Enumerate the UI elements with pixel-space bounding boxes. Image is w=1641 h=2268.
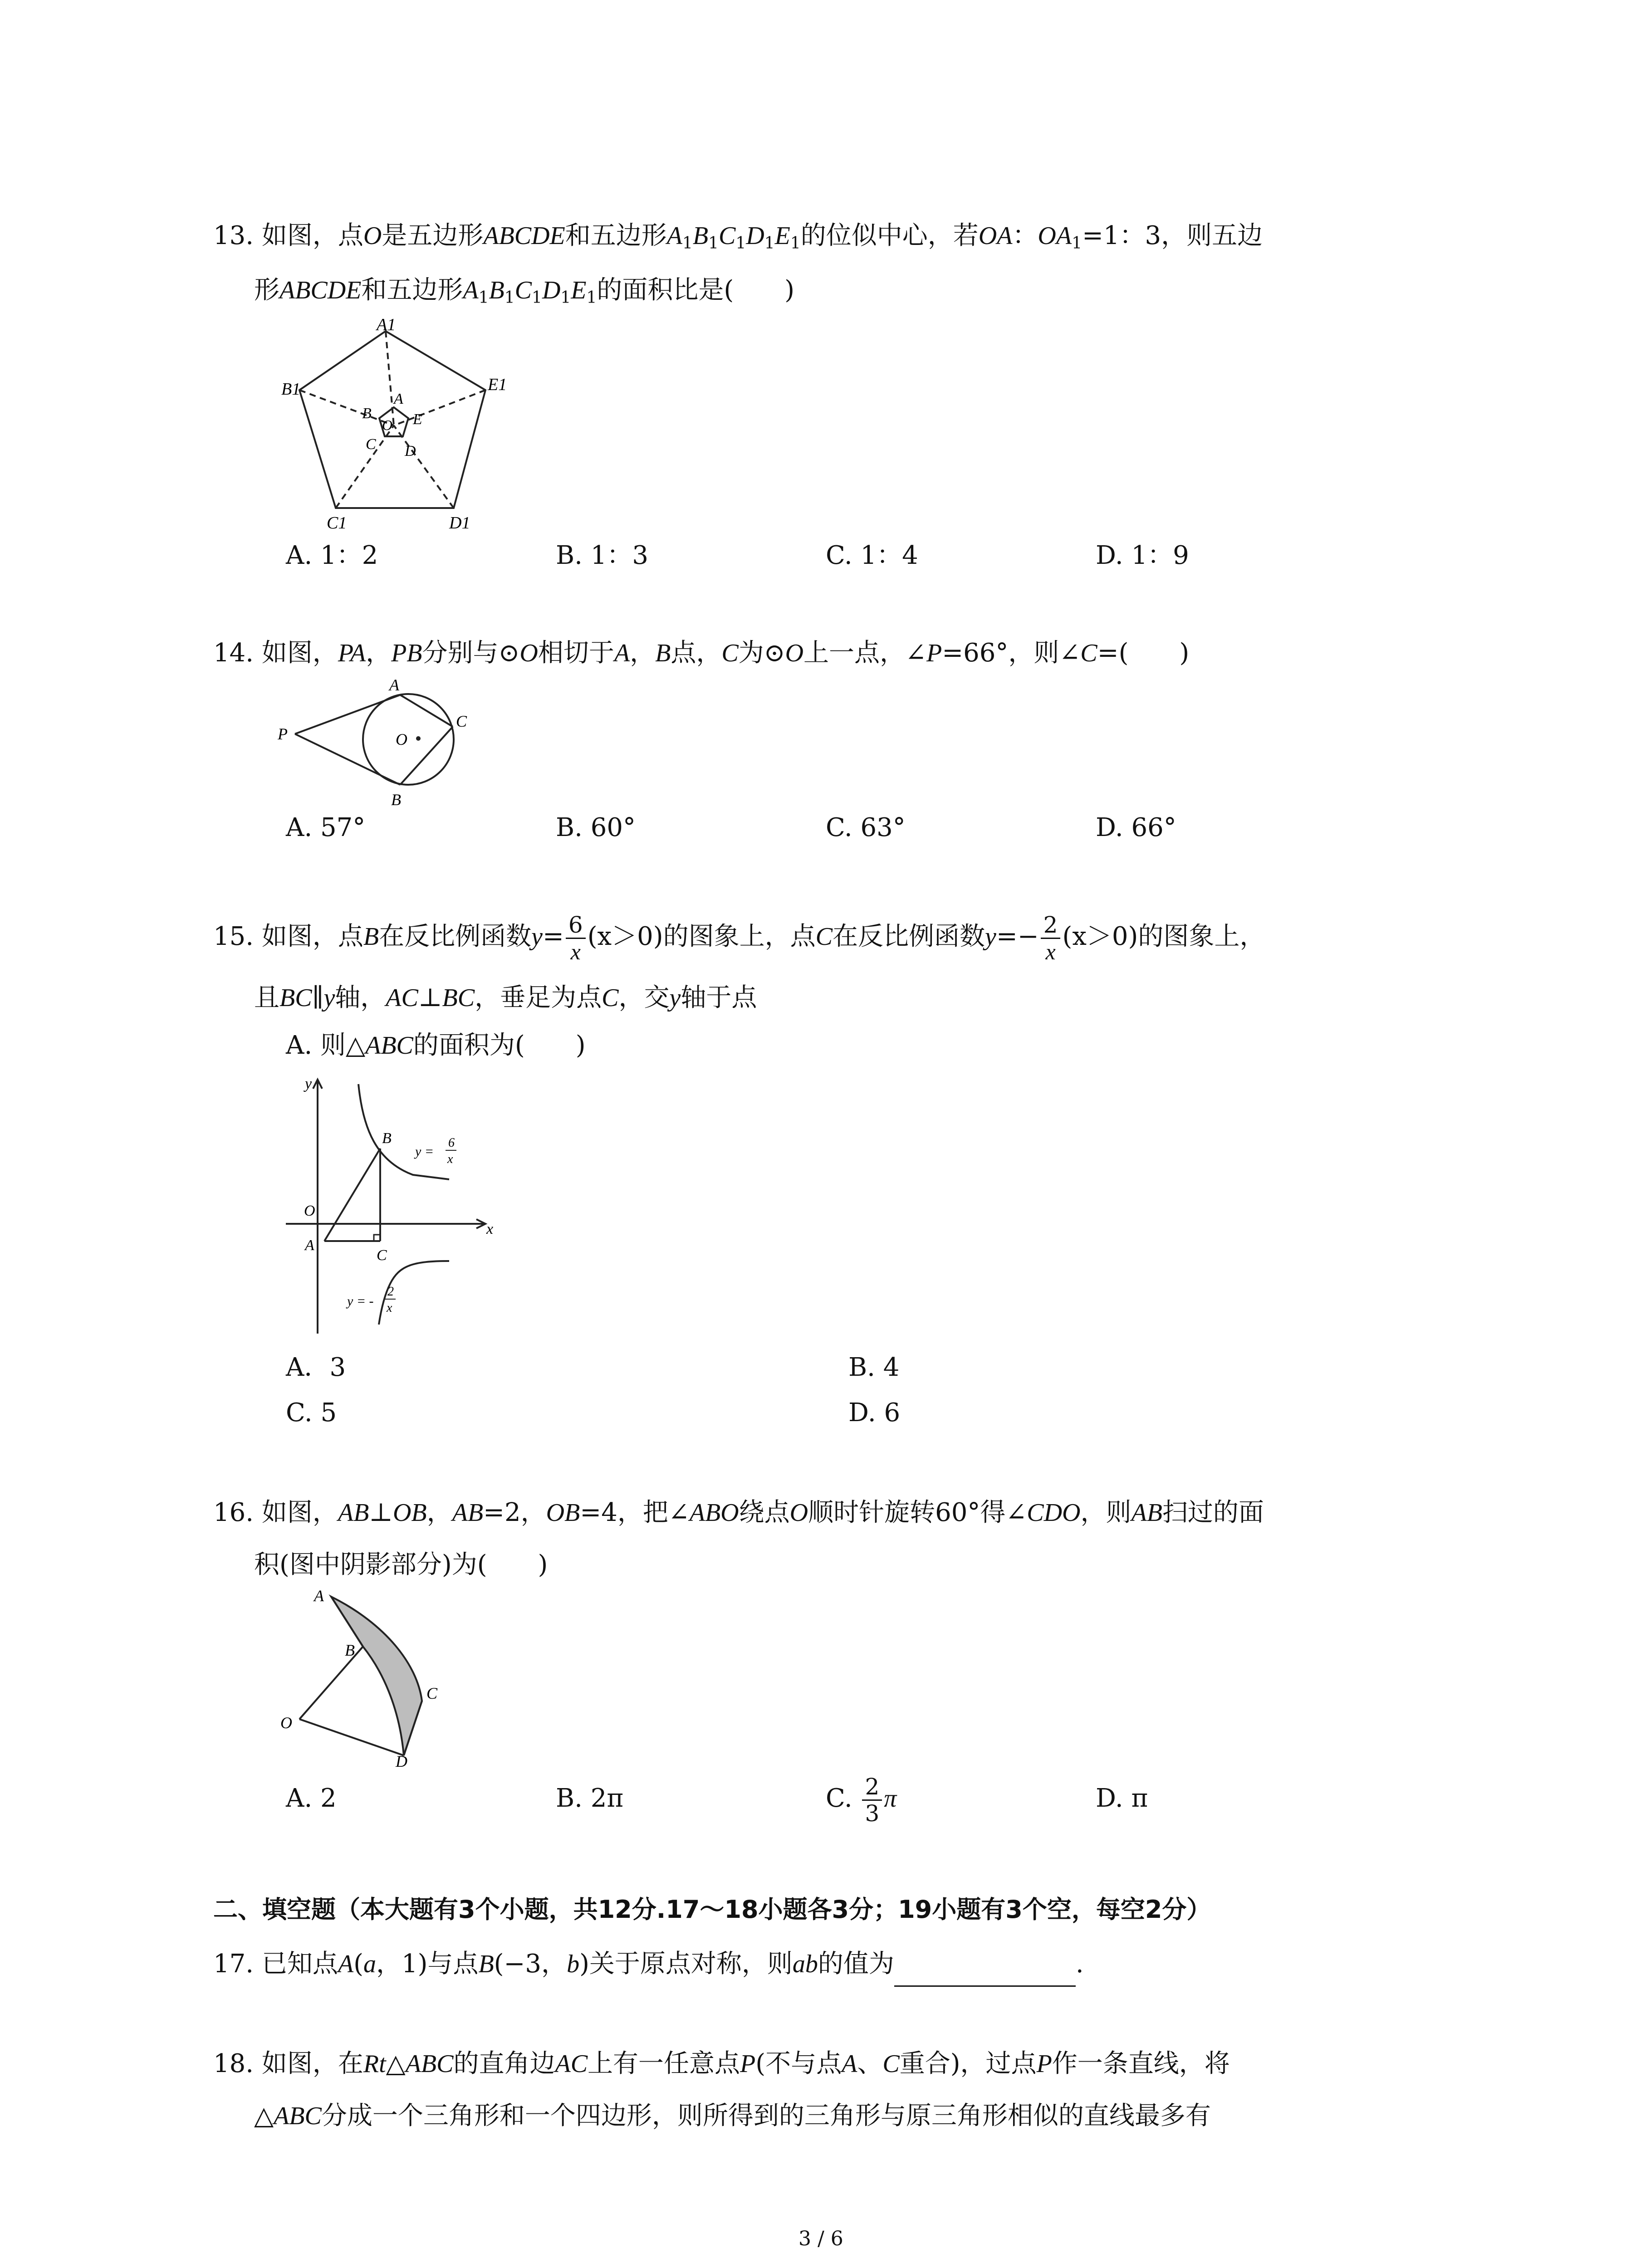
label-C: C bbox=[426, 1684, 438, 1702]
q13-pentagon-figure bbox=[277, 318, 549, 535]
label-C: C bbox=[456, 712, 467, 730]
q14-circle-figure bbox=[272, 676, 499, 812]
label-C: C bbox=[377, 1247, 387, 1264]
label-O: O bbox=[396, 730, 407, 748]
label-E1: E1 bbox=[488, 375, 507, 394]
q16-line1: 16. 如图，AB⊥OB，AB=2，OB=4，把∠ABO绕点O顺时针旋转60°得∠CDO，则AB扫过的面 bbox=[213, 1498, 1264, 1527]
label-O: O bbox=[304, 1202, 315, 1219]
label-C1: C1 bbox=[327, 513, 347, 533]
graph-eq2-num: 2 bbox=[387, 1285, 394, 1299]
q15-graph-figure bbox=[277, 1070, 504, 1343]
label-A: A bbox=[314, 1588, 324, 1605]
label-B: B bbox=[391, 791, 401, 809]
q18-line2: △ABC分成一个三角形和一个四边形，则所得到的三角形与原三角形相似的直线最多有 bbox=[254, 2101, 1211, 2131]
shaded-region bbox=[331, 1597, 422, 1755]
label-O: O bbox=[280, 1714, 292, 1732]
label-A1: A1 bbox=[377, 318, 396, 334]
q15-line2: 且BC∥y轴，AC⊥BC，垂足为点C，交y轴于点 bbox=[254, 983, 757, 1012]
graph-eq2-lhs: y = - bbox=[347, 1294, 374, 1309]
fraction-2-over-x: $\frac{2}{x}$ bbox=[1041, 912, 1061, 964]
label-B: B bbox=[382, 1130, 392, 1147]
q13-option-c[interactable]: C. 1：4 bbox=[826, 541, 918, 570]
label-D: D bbox=[396, 1752, 407, 1769]
page-number: 3 / 6 bbox=[798, 2227, 843, 2250]
q13-option-a[interactable]: A. 1：2 bbox=[286, 541, 378, 570]
q14-option-c[interactable]: C. 63° bbox=[826, 813, 906, 842]
label-y: y bbox=[305, 1075, 312, 1092]
label-B1: B1 bbox=[281, 380, 301, 399]
q17-line: 17. 已知点A(a，1)与点B(−3，b)关于原点对称，则ab的值为 . bbox=[213, 1941, 1084, 1987]
q13-option-d[interactable]: D. 1：9 bbox=[1096, 541, 1189, 570]
q15-option-b[interactable]: B. 4 bbox=[848, 1353, 900, 1382]
q13-option-b[interactable]: B. 1：3 bbox=[556, 541, 649, 570]
q16-line2: 积(图中阴影部分)为( ) bbox=[254, 1550, 548, 1579]
q15-option-a[interactable]: A．3 bbox=[286, 1353, 346, 1382]
label-E: E bbox=[413, 411, 422, 428]
graph-eq1-lhs: y = bbox=[415, 1144, 434, 1159]
section-title-fill-in: 二、填空题（本大题有3个小题，共12分.17～18小题各3分；19小题有3个空，每空2分） bbox=[213, 1895, 1211, 1924]
fraction-2-over-3: $\frac{2}{3}$ bbox=[862, 1774, 882, 1826]
label-B: B bbox=[345, 1641, 355, 1659]
q15-line3: A. 则△ABC的面积为( ) bbox=[286, 1031, 586, 1060]
q16-option-b[interactable]: B. 2π bbox=[556, 1784, 624, 1813]
q14-line1: 14. 如图，PA，PB分别与⊙O相切于A，B点，C为⊙O上一点，∠P=66°，则∠C=( ) bbox=[213, 638, 1190, 668]
q13-line1: 13. 如图，点O是五边形ABCDE和五边形$A_1B_1C_1D_1E_1$的位似中心，若OA：$OA_1=1$：3，则五边 bbox=[213, 221, 1263, 253]
q16-rotation-figure bbox=[272, 1588, 499, 1769]
q14-option-d[interactable]: D. 66° bbox=[1096, 813, 1176, 842]
label-D: D bbox=[405, 443, 416, 459]
q14-option-a[interactable]: A. 57° bbox=[286, 813, 366, 842]
q15-option-c[interactable]: C. 5 bbox=[286, 1398, 337, 1427]
graph-eq1-num: 6 bbox=[448, 1136, 455, 1150]
answer-blank[interactable] bbox=[894, 1958, 1076, 1987]
q15-line1: 15. 如图，点B在反比例函数y= $\frac{6}{x}$ (x＞0)的图象上，点C在反比例函数y=− $\frac{2}{x}$ (x＞0)的图象上， bbox=[213, 912, 1265, 964]
label-D1: D1 bbox=[449, 513, 470, 533]
q15-option-d[interactable]: D. 6 bbox=[848, 1398, 901, 1427]
label-A: A bbox=[305, 1237, 314, 1254]
label-A: A bbox=[394, 391, 403, 407]
label-B: B bbox=[362, 405, 372, 422]
label-x: x bbox=[486, 1221, 494, 1237]
label-O: O bbox=[382, 417, 393, 433]
graph-eq1-den: x bbox=[447, 1152, 453, 1166]
graph-eq2-den: x bbox=[387, 1301, 392, 1315]
label-C: C bbox=[366, 436, 376, 453]
q13-line2: 形ABCDE和五边形$A_1B_1C_1D_1E_1$的面积比是( ) bbox=[254, 275, 795, 307]
q18-line1: 18. 如图，在Rt△ABC的直角边AC上有一任意点P(不与点A、C重合)，过点P作一条直线，将 bbox=[213, 2049, 1230, 2078]
q16-option-c[interactable]: C. $\frac{2}{3}$ π bbox=[826, 1774, 897, 1827]
label-A: A bbox=[389, 676, 399, 694]
q16-option-d[interactable]: D. π bbox=[1096, 1784, 1148, 1813]
q14-option-b[interactable]: B. 60° bbox=[556, 813, 636, 842]
fraction-6-over-x: $\frac{6}{x}$ bbox=[566, 912, 586, 964]
q16-option-a[interactable]: A. 2 bbox=[286, 1784, 337, 1813]
label-P: P bbox=[278, 725, 288, 743]
